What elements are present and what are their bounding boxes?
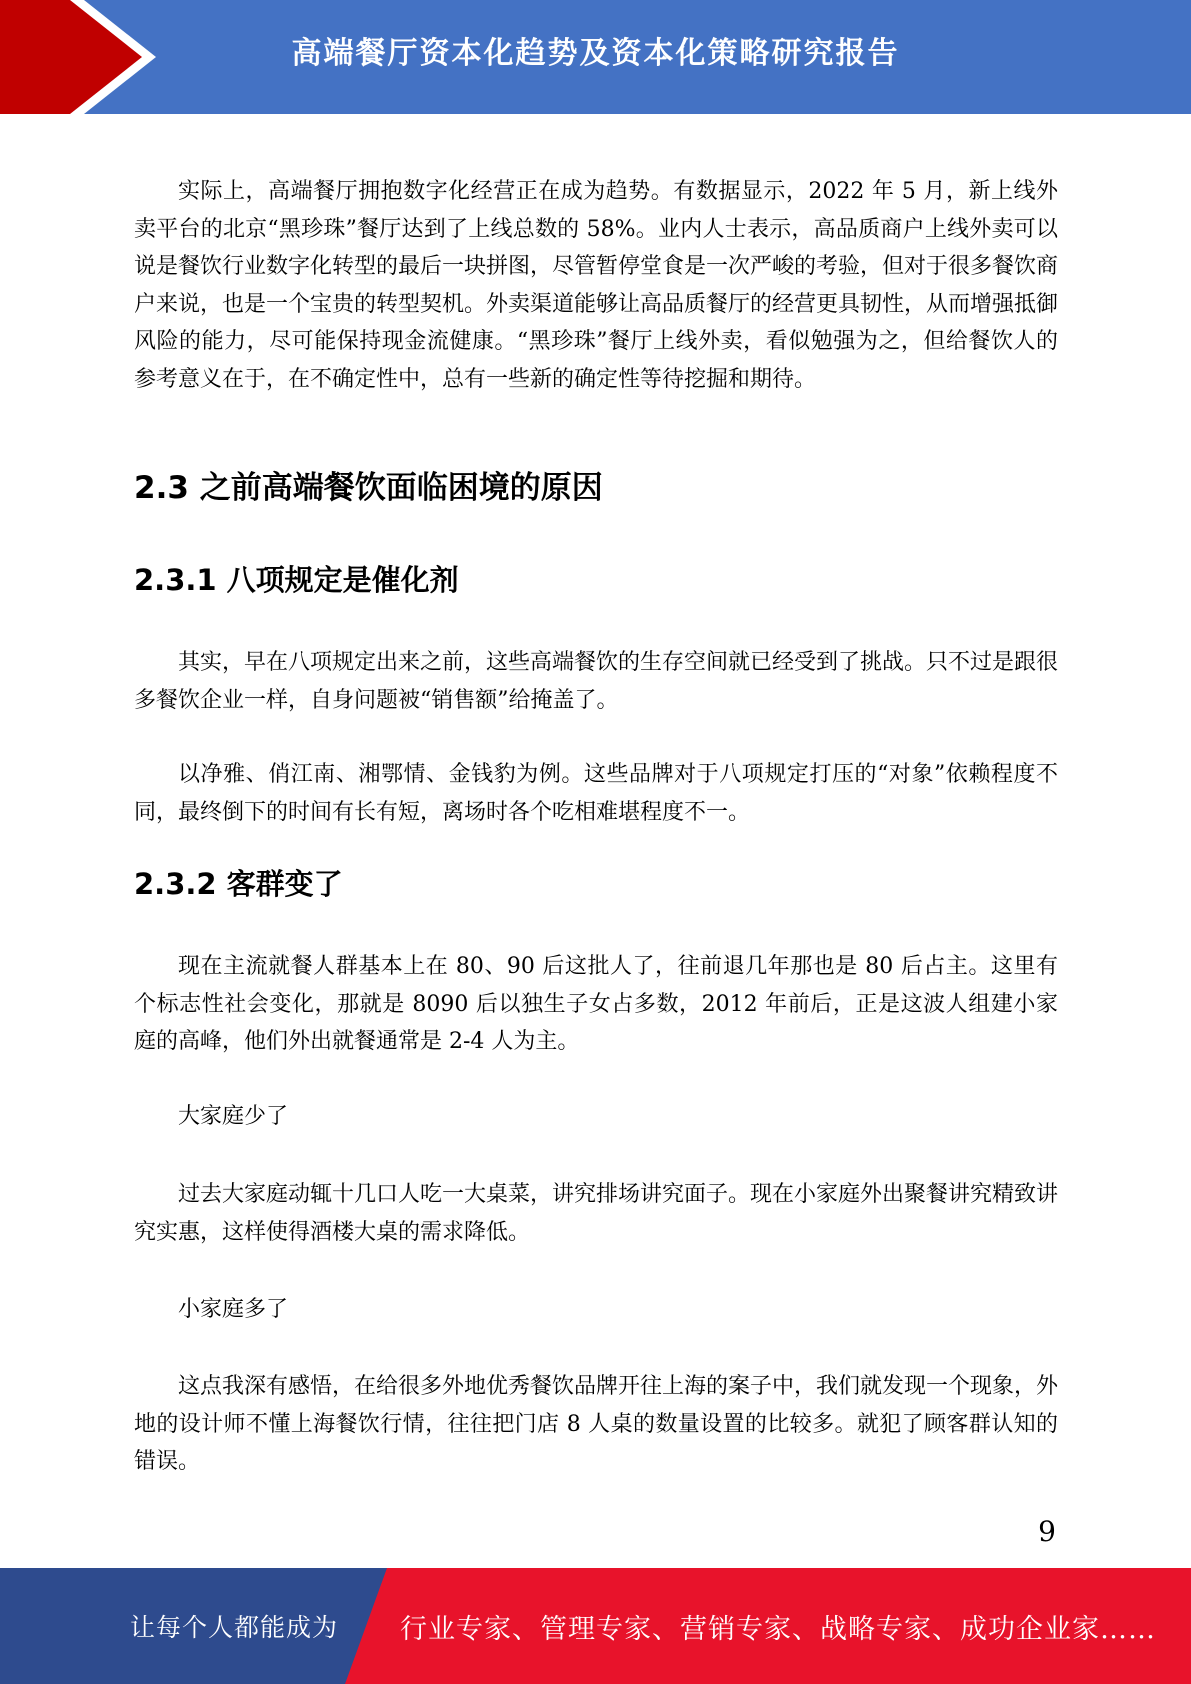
paragraph-small-family-detail: 这点我深有感悟，在给很多外地优秀餐饮品牌开往上海的案子中，我们就发现一个现象，外地的设计师不懂上海餐饮行情，往往把门店 8 人桌的数量设置的比较多。就犯了顾客群认知的错误。 (134, 1374, 1059, 1474)
section-heading-2-3: 2.3 之前高端餐饮面临困境的原因 (134, 470, 603, 506)
paragraph-small-family-label: 小家庭多了 (178, 1297, 289, 1322)
footer-slogan-left: 让每个人都能成为 (130, 1613, 339, 1642)
page-footer (0, 1568, 1191, 1684)
paragraph-eight-rules-2: 以净雅、俏江南、湘鄂情、金钱豹为例。这些品牌对于八项规定打压的“对象”依赖程度不同，最终倒下的时间有长有短，离场时各个吃相难堪程度不一。 (134, 762, 1058, 825)
paragraph-big-family-detail: 过去大家庭动辄十几口人吃一大桌菜，讲究排场讲究面子。现在小家庭外出聚餐讲究精致讲究实惠，这样使得酒楼大桌的需求降低。 (134, 1182, 1059, 1245)
paragraph-digitalization: 实际上，高端餐厅拥抱数字化经营正在成为趋势。有数据显示，2022 年 5 月，新上线外卖平台的北京“黑珍珠”餐厅达到了上线总数的 58%。业内人士表示，高品质商户上线外卖可以说是餐饮行业数字化转型的最后一块拼图，尽管暂停堂食是一次严峻的考验，但对于很多餐饮商户来说，也是一个宝贵的转型契机。外卖渠道能够让高品质餐厅的经营更具韧性，从而增强抵御风险的能力，尽可能保持现金流健康。“黑珍珠”餐厅上线外卖，看似勉强为之，但给餐饮人的参考意义在于，在不确定性中，总有一些新的确定性等待挖掘和期待。 (134, 179, 1059, 392)
document-body (134, 0, 1058, 1684)
paragraph-big-family-label: 大家庭少了 (178, 1104, 289, 1129)
subsection-heading-2-3-2: 2.3.2 客群变了 (134, 867, 343, 901)
report-title: 高端餐厅资本化趋势及资本化策略研究报告 (291, 36, 900, 71)
paragraph-eight-rules-1: 其实，早在八项规定出来之前，这些高端餐饮的生存空间就已经受到了挑战。只不过是跟很多餐饮企业一样，自身问题被“销售额”给掩盖了。 (134, 650, 1059, 713)
subsection-heading-2-3-1: 2.3.1 八项规定是催化剂 (134, 563, 459, 597)
paragraph-customer-change: 现在主流就餐人群基本上在 80、90 后这批人了，往前退几年那也是 80 后占主。这里有个标志性社会变化，那就是 8090 后以独生子女占多数，2012 年前后，正是这波人组建小家庭的高峰，他们外出就餐通常是 2-4 人为主。 (134, 954, 1058, 1054)
footer-slogan-right: 行业专家、管理专家、营销专家、战略专家、成功企业家…… (400, 1613, 1156, 1645)
page-number: 9 (1038, 1515, 1056, 1548)
